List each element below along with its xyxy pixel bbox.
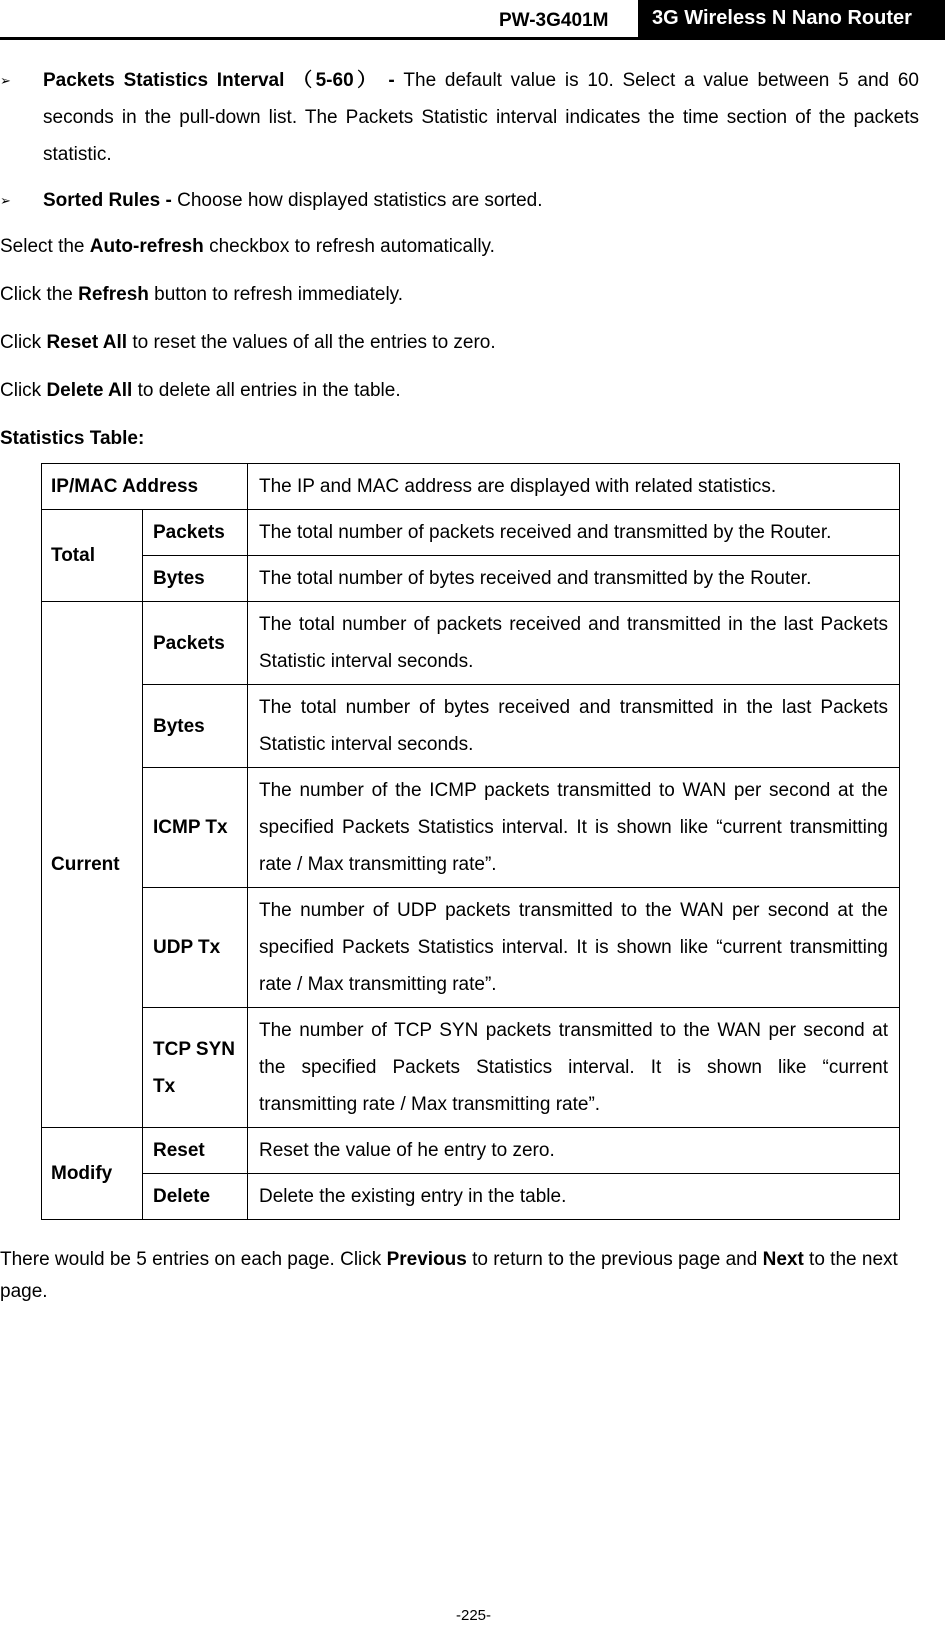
- paragraph-delete-all: [0, 372, 919, 409]
- table-row: [42, 510, 900, 556]
- paragraph-reset-all: [0, 324, 919, 361]
- table-row: [42, 1128, 900, 1174]
- table-row: [42, 1008, 900, 1128]
- page-number: -225-: [455, 1607, 492, 1624]
- row-desc: The total number of packets received and transmitted in the last Packets Statistic interval seconds.: [248, 602, 900, 685]
- row-label: Packets: [143, 602, 248, 685]
- text: to delete all entries in the table.: [132, 380, 401, 401]
- arrow-bullet-icon: ➢: [0, 193, 11, 208]
- statistics-table: [41, 463, 900, 1220]
- bullet-packets-interval: [0, 62, 919, 173]
- row-desc: The total number of bytes received and transmitted by the Router.: [248, 556, 900, 602]
- row-desc: Reset the value of he entry to zero.: [248, 1128, 900, 1174]
- row-label: Packets: [143, 510, 248, 556]
- row-label: Delete: [143, 1174, 248, 1220]
- text: Click: [0, 332, 47, 353]
- row-label: ICMP Tx: [143, 768, 248, 888]
- table-row: [42, 556, 900, 602]
- bullet-term: Packets Statistics Interval （5-60） -: [43, 70, 395, 91]
- page-header: [0, 0, 945, 40]
- row-desc: The number of TCP SYN packets transmitted to the WAN per second at the specified Packets Statistics interval. It is shown like “current transmitting rate / Max transmitting rate”.: [248, 1008, 900, 1128]
- term: Reset All: [46, 332, 128, 353]
- group-label-total: Total: [42, 510, 143, 602]
- table-title: [0, 420, 919, 457]
- term: Delete All: [46, 380, 133, 401]
- bullet-text: The default value is 10. Select a value between 5 and 60 seconds in the pull-down list. The Packets Statistic interval indicates the time section of the packets statistic.: [43, 70, 919, 165]
- row-label: Bytes: [143, 685, 248, 768]
- term: Auto-refresh: [89, 236, 204, 257]
- table-title-text: Statistics Table:: [0, 428, 145, 449]
- row-desc: Delete the existing entry in the table.: [248, 1174, 900, 1220]
- text: There would be 5 entries on each page. Click: [0, 1249, 387, 1270]
- row-label: UDP Tx: [143, 888, 248, 1008]
- text: Click: [0, 380, 47, 401]
- product-name: 3G Wireless N Nano Router: [638, 0, 945, 37]
- row-desc: The total number of packets received and transmitted by the Router.: [248, 510, 900, 556]
- row-desc: The number of UDP packets transmitted to the WAN per second at the specified Packets Statistics interval. It is shown like “current transmitting rate / Max transmitting rate”.: [248, 888, 900, 1008]
- group-label-modify: Modify: [42, 1128, 143, 1220]
- text: to reset the values of all the entries to zero.: [127, 332, 496, 353]
- bullet-term: Sorted Rules -: [43, 190, 172, 211]
- table-row: [42, 464, 900, 510]
- text: to return to the previous page and: [466, 1249, 763, 1270]
- model-name: PW-3G401M: [499, 10, 609, 31]
- term-previous: Previous: [386, 1249, 467, 1270]
- row-label-ipmac: IP/MAC Address: [42, 464, 248, 510]
- bullet-text: Choose how displayed statistics are sorted.: [171, 190, 543, 211]
- table-row: [42, 768, 900, 888]
- term: Refresh: [78, 284, 149, 305]
- term-next: Next: [762, 1249, 804, 1270]
- text: Click the: [0, 284, 79, 305]
- paragraph-auto-refresh: [0, 228, 919, 265]
- row-desc-ipmac: The IP and MAC address are displayed with related statistics.: [248, 464, 900, 510]
- row-label: Reset: [143, 1128, 248, 1174]
- table-row: [42, 685, 900, 768]
- row-desc: The total number of bytes received and transmitted in the last Packets Statistic interval seconds.: [248, 685, 900, 768]
- row-desc: The number of the ICMP packets transmitted to WAN per second at the specified Packets Statistics interval. It is shown like “current transmitting rate / Max transmitting rate”.: [248, 768, 900, 888]
- row-label: TCP SYN Tx: [143, 1008, 248, 1128]
- paragraph-paging: [0, 1244, 919, 1308]
- text: checkbox to refresh automatically.: [203, 236, 495, 257]
- text: button to refresh immediately.: [148, 284, 404, 305]
- text: to the next page.: [0, 1249, 898, 1302]
- page-content: [0, 62, 919, 1319]
- row-label: Bytes: [143, 556, 248, 602]
- arrow-bullet-icon: ➢: [0, 73, 11, 88]
- group-label-current: Current: [42, 602, 143, 1128]
- table-row: [42, 602, 900, 685]
- table-row: [42, 888, 900, 1008]
- paragraph-refresh: [0, 276, 919, 313]
- bullet-sorted-rules: [0, 182, 919, 219]
- table-row: [42, 1174, 900, 1220]
- text: Select the: [0, 236, 90, 257]
